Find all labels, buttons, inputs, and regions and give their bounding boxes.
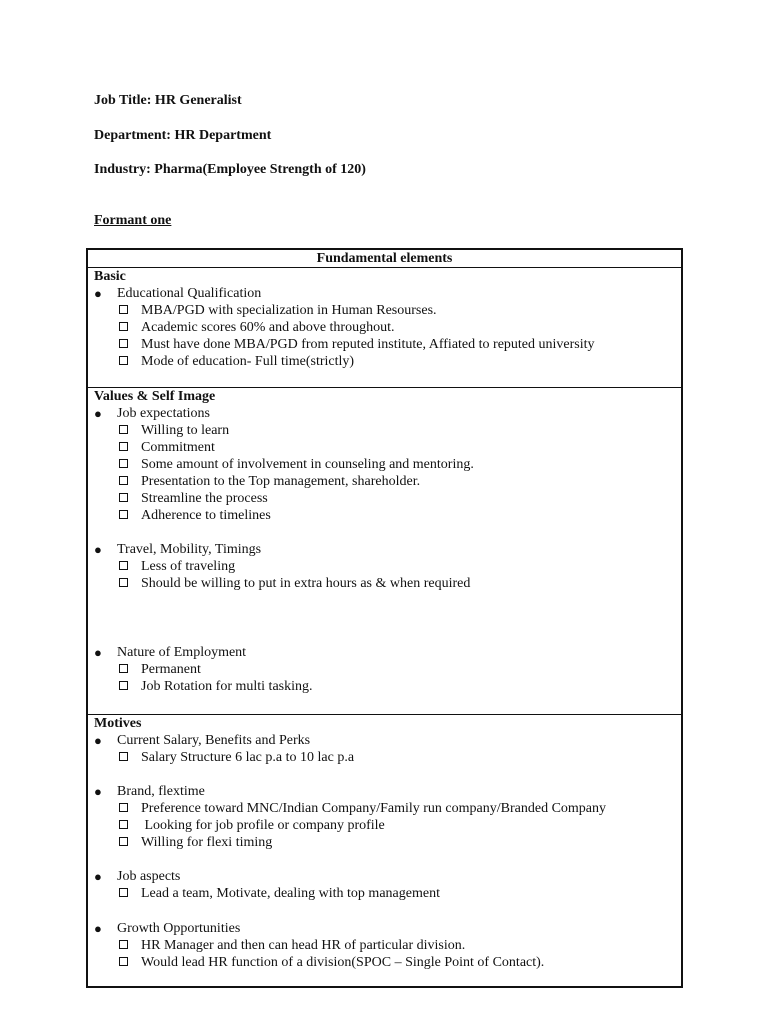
checkbox-item — [141, 954, 544, 971]
checkbox-item — [141, 678, 313, 695]
checkbox-label: Willing for flexi timing — [141, 835, 273, 850]
checkbox-label: HR Manager and then can head HR of particular division. — [141, 938, 466, 953]
checkbox-item — [141, 473, 420, 490]
bullet-item — [94, 783, 205, 800]
checkbox-icon — [119, 752, 128, 761]
bullet-icon: ● — [94, 645, 102, 660]
checkbox-label: Some amount of involvement in counseling and mentoring. — [141, 457, 474, 472]
checkbox-label: MBA/PGD with specialization in Human Resourses. — [141, 303, 437, 318]
checkbox-icon — [119, 578, 128, 587]
checkbox-icon — [119, 425, 128, 434]
checkbox-item — [141, 490, 268, 507]
checkbox-item — [141, 302, 437, 319]
section-heading: Values & Self Image — [94, 389, 216, 404]
bullet-icon: ● — [94, 406, 102, 421]
section-heading: Basic — [94, 269, 126, 284]
bullet-label: Job expectations — [117, 406, 210, 421]
checkbox-label: Less of traveling — [141, 559, 236, 574]
bullet-label: Job aspects — [117, 869, 181, 884]
checkbox-label: Mode of education- Full time(strictly) — [141, 354, 355, 369]
checkbox-icon — [119, 510, 128, 519]
checkbox-item — [141, 439, 215, 456]
table-header: Fundamental elements — [88, 250, 681, 268]
checkbox-item — [141, 885, 440, 902]
checkbox-label: Commitment — [141, 440, 215, 455]
checkbox-label: Willing to learn — [141, 423, 230, 438]
bullet-icon: ● — [94, 733, 102, 748]
checkbox-icon — [119, 322, 128, 331]
checkbox-icon — [119, 681, 128, 690]
checkbox-icon — [119, 888, 128, 897]
checkbox-label: Should be willing to put in extra hours as & when required — [141, 576, 471, 591]
checkbox-icon — [119, 561, 128, 570]
checkbox-item — [141, 834, 272, 851]
checkbox-label: Looking for job profile or company profile — [141, 818, 385, 833]
checkbox-icon — [119, 820, 128, 829]
checkbox-label: Presentation to the Top management, shareholder. — [141, 474, 421, 489]
checkbox-item — [141, 817, 385, 834]
checkbox-item — [141, 800, 606, 817]
checkbox-item — [141, 575, 470, 592]
bullet-icon: ● — [94, 542, 102, 557]
checkbox-icon — [119, 476, 128, 485]
bullet-label: Educational Qualification — [117, 286, 262, 301]
checkbox-label: Academic scores 60% and above throughout. — [141, 320, 395, 335]
bullet-item — [94, 732, 311, 749]
bullet-label: Brand, flextime — [117, 784, 205, 799]
checkbox-label: Must have done MBA/PGD from reputed institute, Affiated to reputed university — [141, 337, 595, 352]
bullet-item — [94, 920, 241, 937]
checkbox-icon — [119, 940, 128, 949]
checkbox-item — [141, 319, 394, 336]
checkbox-icon — [119, 356, 128, 365]
checkbox-icon — [119, 493, 128, 502]
bullet-label: Nature of Employment — [117, 645, 247, 660]
format-heading: Formant one — [94, 213, 172, 228]
bullet-label: Current Salary, Benefits and Perks — [117, 733, 311, 748]
checkbox-icon — [119, 339, 128, 348]
bullet-label: Travel, Mobility, Timings — [117, 542, 262, 557]
checkbox-label: Would lead HR function of a division(SPOC – Single Point of Contact). — [141, 955, 545, 970]
checkbox-label: Salary Structure 6 lac p.a to 10 lac p.a — [141, 750, 355, 765]
checkbox-item — [141, 507, 271, 524]
section-values-self-image — [88, 388, 681, 715]
checkbox-icon — [119, 305, 128, 314]
checkbox-icon — [119, 837, 128, 846]
checkbox-item — [141, 422, 229, 439]
checkbox-item — [141, 937, 465, 954]
industry: Industry: Pharma(Employee Strength of 120) — [94, 162, 366, 177]
checkbox-label: Lead a team, Motivate, dealing with top management — [141, 886, 440, 901]
section-basic — [88, 268, 681, 388]
job-title: Job Title: HR Generalist — [94, 93, 242, 108]
checkbox-item — [141, 661, 201, 678]
section-motives — [88, 715, 681, 986]
checkbox-label: Permanent — [141, 662, 201, 677]
checkbox-icon — [119, 459, 128, 468]
checkbox-item — [141, 558, 235, 575]
bullet-label: Growth Opportunities — [117, 921, 241, 936]
section-heading: Motives — [94, 716, 142, 731]
checkbox-icon — [119, 957, 128, 966]
checkbox-label: Adherence to timelines — [141, 508, 271, 523]
fundamental-elements-table — [86, 248, 683, 988]
bullet-icon: ● — [94, 286, 102, 301]
checkbox-icon — [119, 664, 128, 673]
checkbox-label: Job Rotation for multi tasking. — [141, 679, 313, 694]
checkbox-item — [141, 456, 474, 473]
checkbox-item — [141, 353, 354, 370]
bullet-item — [94, 285, 262, 302]
department: Department: HR Department — [94, 128, 272, 143]
checkbox-icon — [119, 442, 128, 451]
bullet-item — [94, 644, 247, 661]
bullet-icon: ● — [94, 869, 102, 884]
bullet-icon: ● — [94, 921, 102, 936]
checkbox-label: Streamline the process — [141, 491, 268, 506]
bullet-icon: ● — [94, 784, 102, 799]
bullet-item — [94, 541, 262, 558]
bullet-item — [94, 405, 210, 422]
checkbox-icon — [119, 803, 128, 812]
checkbox-label: Preference toward MNC/Indian Company/Family run company/Branded Company — [141, 801, 607, 816]
checkbox-item — [141, 749, 354, 766]
checkbox-item — [141, 336, 595, 353]
bullet-item — [94, 868, 181, 885]
